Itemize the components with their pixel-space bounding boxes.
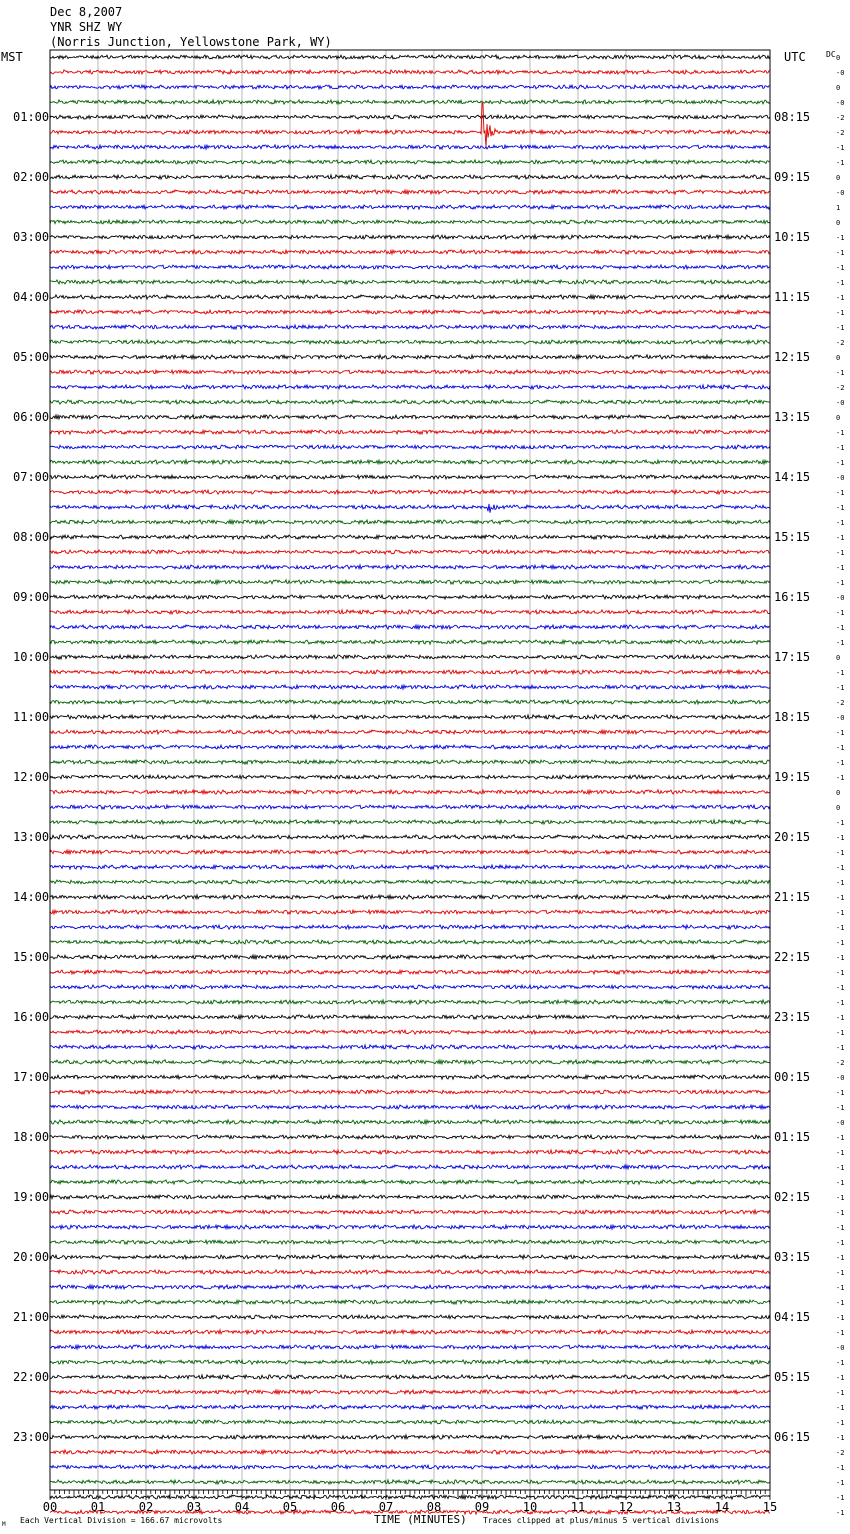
right-hour-label: 09:15 xyxy=(774,170,811,184)
dc-offset-label: -1 xyxy=(836,864,845,872)
hour-labels xyxy=(13,54,844,1517)
dc-offset-label: -0 xyxy=(836,1119,845,1127)
x-tick-label: 01 xyxy=(90,1500,106,1514)
trace-row xyxy=(50,100,770,104)
trace-row xyxy=(50,1225,770,1229)
trace-row xyxy=(50,1270,770,1274)
left-hour-label: 07:00 xyxy=(13,470,50,484)
left-hour-label: 01:00 xyxy=(13,110,50,124)
trace-row xyxy=(50,865,770,869)
dc-offset-label: -1 xyxy=(836,1314,845,1322)
dc-offset-label: -0 xyxy=(836,189,845,197)
dc-offset-label: -1 xyxy=(836,1284,845,1292)
dc-offset-label: -1 xyxy=(836,954,845,962)
dc-offset-label: -1 xyxy=(836,1299,845,1307)
trace-row xyxy=(50,310,770,314)
dc-offset-label: -1 xyxy=(836,879,845,887)
left-hour-label: 02:00 xyxy=(13,170,50,184)
trace-row xyxy=(50,1015,770,1019)
dc-offset-label: -1 xyxy=(836,324,845,332)
trace-row xyxy=(50,985,770,989)
right-hour-label: 08:15 xyxy=(774,110,811,124)
trace-row xyxy=(50,1480,770,1484)
dc-offset-label: -0 xyxy=(836,474,845,482)
right-hour-label: 14:15 xyxy=(774,470,811,484)
trace-row xyxy=(50,1285,770,1289)
dc-offset-label: -0 xyxy=(836,714,845,722)
dc-offset-label: -1 xyxy=(836,1389,845,1397)
dc-offset-label: -1 xyxy=(836,549,845,557)
dc-offset-label: -1 xyxy=(836,999,845,1007)
dc-offset-label: -1 xyxy=(836,609,845,617)
left-hour-label: 15:00 xyxy=(13,950,50,964)
dc-offset-label: -1 xyxy=(836,909,845,917)
left-hour-label: 06:00 xyxy=(13,410,50,424)
right-hour-label: 04:15 xyxy=(774,1310,811,1324)
trace-row xyxy=(50,805,770,809)
scale-note: Each Vertical Division = 166.67 microvolts xyxy=(20,1516,223,1525)
trace-row xyxy=(50,1390,770,1394)
x-tick-label: 11 xyxy=(570,1500,586,1514)
dc-offset-label: -2 xyxy=(836,1059,845,1067)
dc-offset-label: 0 xyxy=(836,414,841,422)
left-hour-label: 11:00 xyxy=(13,710,50,724)
left-hour-label: 19:00 xyxy=(13,1190,50,1204)
trace-row xyxy=(50,325,770,329)
left-hour-label: 23:00 xyxy=(13,1430,50,1444)
trace-row xyxy=(50,1240,770,1244)
right-hour-label: 03:15 xyxy=(774,1250,811,1264)
dc-offset-label: -1 xyxy=(836,1434,845,1442)
left-hour-label: 09:00 xyxy=(13,590,50,604)
trace-row xyxy=(50,625,770,629)
left-hour-label: 04:00 xyxy=(13,290,50,304)
dc-offset-label: 0 xyxy=(836,219,841,227)
left-hour-label: 21:00 xyxy=(13,1310,50,1324)
dc-offset-label: -1 xyxy=(836,819,845,827)
trace-row xyxy=(50,1375,770,1379)
trace-row xyxy=(50,415,770,419)
x-tick-label: 15 xyxy=(762,1500,778,1514)
dc-offset-label: -2 xyxy=(836,699,845,707)
left-hour-label: 22:00 xyxy=(13,1370,50,1384)
right-hour-label: 22:15 xyxy=(774,950,811,964)
dc-offset-label: -1 xyxy=(836,144,845,152)
dc-offset-label: -2 xyxy=(836,384,845,392)
dc-offset-label: -2 xyxy=(836,339,845,347)
trace-row xyxy=(50,1135,770,1139)
dc-offset-label: 0 xyxy=(836,84,841,92)
dc-offset-label: -1 xyxy=(836,1209,845,1217)
trace-row xyxy=(50,535,770,539)
dc-offset-label: -1 xyxy=(836,1269,845,1277)
header-station: YNR SHZ WY xyxy=(50,20,123,34)
dc-offset-label: -1 xyxy=(836,504,845,512)
trace-row xyxy=(50,1315,770,1319)
right-hour-label: 10:15 xyxy=(774,230,811,244)
right-hour-label: 15:15 xyxy=(774,530,811,544)
x-tick-label: 06 xyxy=(330,1500,346,1514)
right-hour-label: 02:15 xyxy=(774,1190,811,1204)
dc-offset-label: -1 xyxy=(836,744,845,752)
trace-row xyxy=(50,1150,770,1154)
dc-offset-label: -1 xyxy=(836,1509,845,1517)
dc-offset-label: -1 xyxy=(836,489,845,497)
dc-offset-label: -1 xyxy=(836,624,845,632)
right-hour-label: 11:15 xyxy=(774,290,811,304)
dc-offset-label: -1 xyxy=(836,249,845,257)
dc-offset-label: -1 xyxy=(836,279,845,287)
trace-row xyxy=(50,925,770,929)
x-tick-label: 10 xyxy=(522,1500,538,1514)
trace-row xyxy=(50,1105,770,1109)
dc-offset-label: -1 xyxy=(836,369,845,377)
dc-offset-label: -1 xyxy=(836,1359,845,1367)
right-hour-label: 20:15 xyxy=(774,830,811,844)
dc-offset-label: -2 xyxy=(836,1449,845,1457)
trace-row xyxy=(50,460,770,464)
dc-offset-label: -1 xyxy=(836,444,845,452)
trace-row xyxy=(50,1360,770,1364)
x-tick-label: 09 xyxy=(474,1500,490,1514)
x-tick-label: 02 xyxy=(138,1500,154,1514)
dc-offset-label: -1 xyxy=(836,1224,845,1232)
x-axis-title: TIME (MINUTES) xyxy=(374,1513,467,1526)
trace-row xyxy=(50,340,770,344)
dc-offset-label: -1 xyxy=(836,1374,845,1382)
x-tick-label: 00 xyxy=(42,1500,58,1514)
dc-offset-label: -1 xyxy=(836,234,845,242)
trace-row xyxy=(50,1210,770,1214)
trace-row xyxy=(50,730,770,734)
trace-row xyxy=(50,955,770,959)
trace-row xyxy=(50,760,770,764)
trace-row xyxy=(50,265,770,269)
right-hour-label: 19:15 xyxy=(774,770,811,784)
trace-row xyxy=(50,940,770,944)
trace-row xyxy=(50,160,770,164)
left-hour-label: 14:00 xyxy=(13,890,50,904)
dc-offset-label: -1 xyxy=(836,1239,845,1247)
trace-row xyxy=(50,520,770,524)
dc-offset-label: 0 xyxy=(836,804,841,812)
trace-row xyxy=(50,85,770,89)
trace-row xyxy=(50,1165,770,1169)
dc-offset-label: -1 xyxy=(836,1419,845,1427)
right-hour-label: 13:15 xyxy=(774,410,811,424)
dc-offset-label: -1 xyxy=(836,834,845,842)
clip-note: Traces clipped at plus/minus 5 vertical divisions xyxy=(483,1516,720,1525)
dc-offset-label: -1 xyxy=(836,1329,845,1337)
x-tick-label: 13 xyxy=(666,1500,682,1514)
trace-row xyxy=(50,205,770,209)
right-hour-label: 23:15 xyxy=(774,1010,811,1024)
trace-row xyxy=(50,610,770,614)
trace-row xyxy=(50,820,770,824)
dc-offset-label: -1 xyxy=(836,729,845,737)
trace-row xyxy=(50,295,770,299)
trace-row xyxy=(50,355,770,359)
trace-row xyxy=(50,190,770,194)
trace-row xyxy=(50,670,770,674)
right-timezone-label: UTC xyxy=(784,50,806,64)
dc-offset-label: -1 xyxy=(836,1089,845,1097)
trace-row xyxy=(50,145,770,149)
trace-row xyxy=(50,1180,770,1184)
x-tick-label: 08 xyxy=(426,1500,442,1514)
trace-row xyxy=(50,715,770,719)
dc-offset-label: -0 xyxy=(836,399,845,407)
trace-row xyxy=(50,55,770,59)
dc-offset-label: -1 xyxy=(836,684,845,692)
trace-row xyxy=(50,1060,770,1064)
dc-offset-label: -1 xyxy=(836,309,845,317)
dc-offset-label: -1 xyxy=(836,1194,845,1202)
trace-row xyxy=(50,655,770,659)
trace-row xyxy=(50,445,770,449)
trace-row xyxy=(50,490,770,494)
trace-row xyxy=(50,700,770,704)
x-tick-label: 05 xyxy=(282,1500,298,1514)
dc-offset-label: -1 xyxy=(836,924,845,932)
dc-offset-label: -0 xyxy=(836,99,845,107)
trace-row xyxy=(50,70,770,74)
trace-row xyxy=(50,370,770,374)
trace-row xyxy=(50,1435,770,1439)
trace-row xyxy=(50,640,770,644)
trace-row xyxy=(50,775,770,779)
x-tick-label: 04 xyxy=(234,1500,250,1514)
dc-offset-label: -1 xyxy=(836,1479,845,1487)
dc-offset-label: -1 xyxy=(836,1149,845,1157)
trace-row xyxy=(50,280,770,284)
header-date: Dec 8,2007 xyxy=(50,5,123,19)
trace-row xyxy=(50,504,770,513)
trace-row xyxy=(50,1300,770,1304)
trace-row xyxy=(50,565,770,569)
trace-row xyxy=(50,1195,770,1199)
dc-offset-label: -2 xyxy=(836,129,845,137)
x-axis xyxy=(43,1490,777,1514)
right-hour-label: 06:15 xyxy=(774,1430,811,1444)
dc-offset-label: 0 xyxy=(836,789,841,797)
trace-row xyxy=(50,1420,770,1424)
dc-offset-label: -1 xyxy=(836,159,845,167)
dc-offset-label: -1 xyxy=(836,759,845,767)
dc-offset-label: -1 xyxy=(836,294,845,302)
left-timezone-label: MST xyxy=(1,50,23,64)
dc-offset-label: -2 xyxy=(836,114,845,122)
dc-offset-label: -1 xyxy=(836,1164,845,1172)
x-tick-label: 07 xyxy=(378,1500,394,1514)
dc-offset-label: 0 xyxy=(836,654,841,662)
dc-offset-label: -0 xyxy=(836,1074,845,1082)
trace-row xyxy=(50,895,770,899)
trace-row xyxy=(50,1090,770,1094)
trace-row xyxy=(50,102,770,147)
trace-row xyxy=(50,910,770,914)
trace-row xyxy=(50,1465,770,1469)
dc-label: DC xyxy=(826,50,836,59)
trace-row xyxy=(50,790,770,794)
trace-row xyxy=(50,1255,770,1259)
dc-offset-label: -1 xyxy=(836,1179,845,1187)
trace-row xyxy=(50,835,770,839)
right-hour-label: 17:15 xyxy=(774,650,811,664)
trace-row xyxy=(50,970,770,974)
dc-offset-label: -1 xyxy=(836,1134,845,1142)
right-hour-label: 05:15 xyxy=(774,1370,811,1384)
trace-row xyxy=(50,385,770,389)
x-tick-label: 12 xyxy=(618,1500,634,1514)
trace-row xyxy=(50,220,770,224)
dc-offset-label: -1 xyxy=(836,939,845,947)
trace-row xyxy=(50,1000,770,1004)
trace-row xyxy=(50,235,770,239)
dc-offset-label: -1 xyxy=(836,774,845,782)
trace-row xyxy=(50,175,770,179)
dc-offset-label: -1 xyxy=(836,459,845,467)
trace-row xyxy=(50,1030,770,1034)
left-hour-label: 12:00 xyxy=(13,770,50,784)
dc-offset-label: -1 xyxy=(836,984,845,992)
left-hour-label: 10:00 xyxy=(13,650,50,664)
left-hour-label: 08:00 xyxy=(13,530,50,544)
left-hour-label: 18:00 xyxy=(13,1130,50,1144)
trace-row xyxy=(50,1330,770,1334)
trace-row xyxy=(50,580,770,584)
trace-row xyxy=(50,1405,770,1409)
trace-row xyxy=(50,685,770,689)
dc-offset-label: -1 xyxy=(836,969,845,977)
trace-rows xyxy=(50,55,770,1514)
trace-row xyxy=(50,1450,770,1454)
dc-offset-label: -1 xyxy=(836,534,845,542)
corner-mark: M xyxy=(2,1521,6,1528)
right-hour-label: 12:15 xyxy=(774,350,811,364)
trace-row xyxy=(50,1075,770,1079)
dc-offset-label: -0 xyxy=(836,69,845,77)
left-hour-label: 17:00 xyxy=(13,1070,50,1084)
trace-row xyxy=(50,745,770,749)
dc-offset-label: -1 xyxy=(836,264,845,272)
dc-offset-label: -1 xyxy=(836,669,845,677)
trace-row xyxy=(50,850,770,854)
trace-row xyxy=(50,400,770,404)
dc-offset-label: -1 xyxy=(836,1464,845,1472)
trace-row xyxy=(50,1345,770,1349)
right-hour-label: 00:15 xyxy=(774,1070,811,1084)
dc-offset-label: -0 xyxy=(836,1344,845,1352)
right-hour-label: 21:15 xyxy=(774,890,811,904)
dc-offset-label: -1 xyxy=(836,429,845,437)
dc-offset-label: -1 xyxy=(836,1029,845,1037)
trace-row xyxy=(50,475,770,479)
dc-offset-label: -1 xyxy=(836,1104,845,1112)
left-hour-label: 03:00 xyxy=(13,230,50,244)
trace-row xyxy=(50,115,770,119)
header-location: (Norris Junction, Yellowstone Park, WY) xyxy=(50,35,332,49)
trace-row xyxy=(50,595,770,599)
dc-offset-label: 1 xyxy=(836,204,841,212)
dc-offset-label: 0 xyxy=(836,354,841,362)
dc-offset-label: -1 xyxy=(836,1044,845,1052)
left-hour-label: 05:00 xyxy=(13,350,50,364)
trace-row xyxy=(50,880,770,884)
dc-offset-label: -1 xyxy=(836,1254,845,1262)
dc-offset-label: -1 xyxy=(836,639,845,647)
left-hour-label: 13:00 xyxy=(13,830,50,844)
trace-row xyxy=(50,550,770,554)
trace-row xyxy=(50,1120,770,1124)
x-tick-label: 03 xyxy=(186,1500,202,1514)
trace-row xyxy=(50,1045,770,1049)
dc-offset-label: -1 xyxy=(836,1494,845,1502)
dc-offset-label: -1 xyxy=(836,1404,845,1412)
dc-offset-label: -1 xyxy=(836,579,845,587)
trace-row xyxy=(50,250,770,254)
trace-row xyxy=(50,430,770,434)
right-hour-label: 18:15 xyxy=(774,710,811,724)
x-tick-label: 14 xyxy=(714,1500,730,1514)
left-hour-label: 20:00 xyxy=(13,1250,50,1264)
dc-offset-label: 0 xyxy=(836,174,841,182)
dc-offset-label: -1 xyxy=(836,849,845,857)
dc-offset-label: -0 xyxy=(836,594,845,602)
dc-offset-label: -1 xyxy=(836,894,845,902)
left-hour-label: 16:00 xyxy=(13,1010,50,1024)
right-hour-label: 16:15 xyxy=(774,590,811,604)
right-hour-label: 01:15 xyxy=(774,1130,811,1144)
dc-offset-label: -1 xyxy=(836,1014,845,1022)
dc-offset-label: 0 xyxy=(836,54,841,62)
dc-offset-label: -1 xyxy=(836,564,845,572)
dc-offset-label: -1 xyxy=(836,519,845,527)
